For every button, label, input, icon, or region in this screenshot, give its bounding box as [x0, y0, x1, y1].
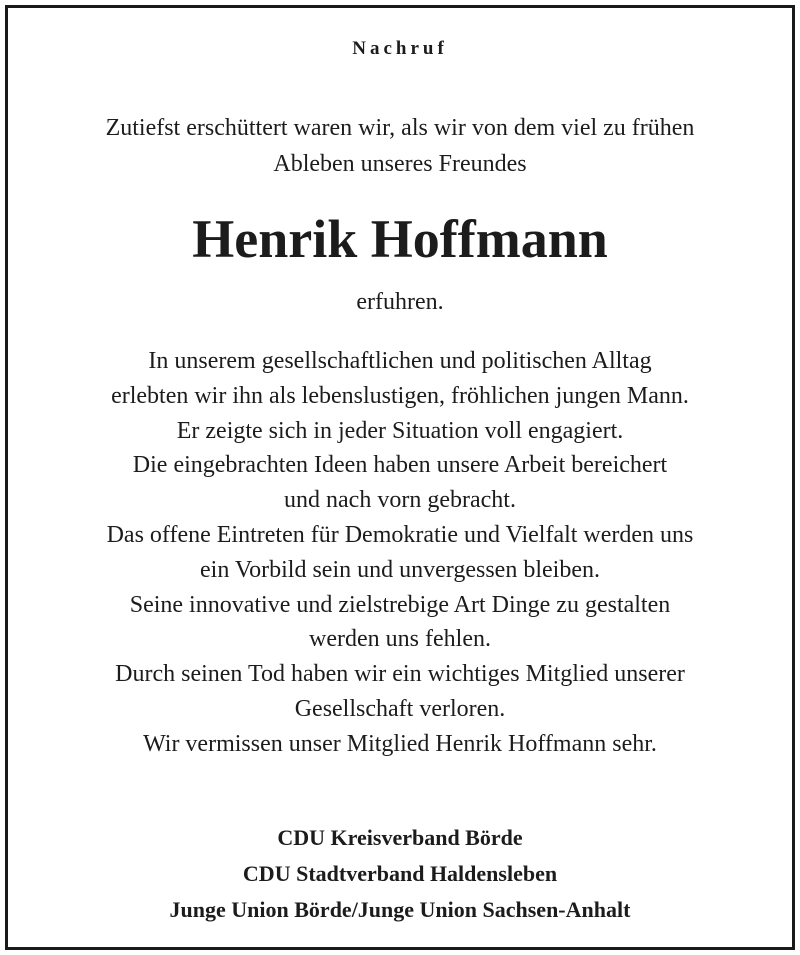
body-text — [8, 344, 792, 762]
intro-line: Zutiefst erschüttert waren wir, als wir von dem viel zu frühen — [105, 115, 695, 141]
body-line: Seine innovative und zielstrebige Art Dinge zu gestalten — [129, 591, 671, 618]
signature-line: CDU Stadtverband Haldensleben — [242, 861, 558, 886]
deceased-name: Henrik Hoffmann — [192, 209, 608, 269]
body-line: Gesellschaft verloren. — [294, 695, 506, 722]
intro-text — [8, 110, 792, 182]
intro-line: Ableben unseres Freundes — [273, 151, 527, 177]
body-line: Das offene Eintreten für Demokratie und Vielfalt werden uns — [106, 521, 694, 548]
body-line: und nach vorn gebracht. — [284, 487, 516, 514]
signature-block — [8, 820, 792, 928]
body-line: Er zeigte sich in jeder Situation voll engagiert. — [176, 417, 624, 444]
body-line: erlebten wir ihn als lebenslustigen, fröhlichen jungen Mann. — [111, 382, 689, 409]
signature-line: CDU Kreisverband Börde — [277, 825, 523, 850]
after-name-text: erfuhren. — [356, 289, 444, 315]
notice-heading: Nachruf — [352, 38, 448, 59]
signature-line: Junge Union Börde/Junge Union Sachsen-Anhalt — [169, 897, 631, 922]
body-line: werden uns fehlen. — [309, 626, 491, 653]
obituary-frame — [5, 5, 795, 950]
body-line: In unserem gesellschaftlichen und politischen Alltag — [148, 348, 652, 374]
body-line: ein Vorbild sein und unvergessen bleiben. — [200, 556, 600, 583]
body-line: Durch seinen Tod haben wir ein wichtiges Mitglied unserer — [115, 661, 685, 688]
body-line: Wir vermissen unser Mitglied Henrik Hoffmann sehr. — [143, 730, 657, 757]
body-line: Die eingebrachten Ideen haben unsere Arbeit bereichert — [132, 452, 668, 479]
